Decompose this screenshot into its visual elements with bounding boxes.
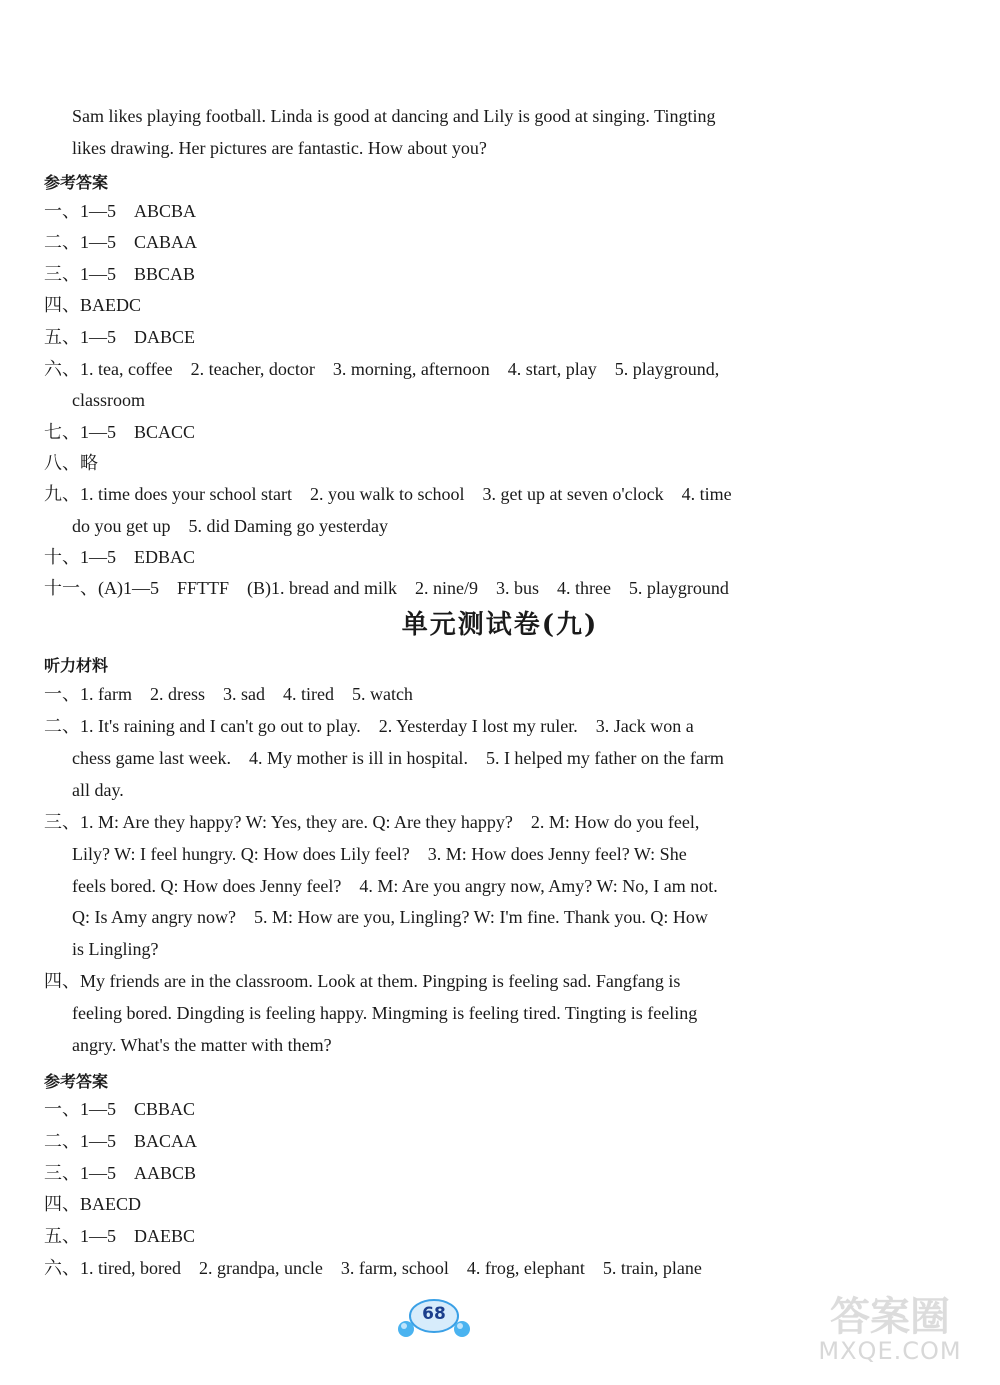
watermark-site: MXQE.COM bbox=[818, 1337, 962, 1365]
page-number: 68 bbox=[422, 1304, 446, 1324]
listening-line: 四、My friends are in the classroom. Look at them. Pingping is feeling sad. Fangfang is bbox=[44, 971, 681, 991]
answer-line: 九、1. time does your school start 2. you walk to school 3. get up at seven o'clock 4. time bbox=[44, 484, 732, 504]
section-title: 单元测试卷(九) bbox=[401, 610, 599, 640]
answer-line: 八、略 bbox=[44, 453, 98, 473]
listening-line: is Lingling? bbox=[72, 939, 159, 959]
listening-line: chess game last week. 4. My mother is ill in hospital. 5. I helped my father on the farm bbox=[72, 748, 724, 768]
answer-line: 五、1—5 DAEBC bbox=[44, 1226, 196, 1246]
watermark-logo bbox=[790, 1285, 990, 1380]
answer-line: 二、1—5 BACAA bbox=[44, 1131, 198, 1151]
listening-line: feels bored. Q: How does Jenny feel? 4. M: Are you angry now, Amy? W: No, I am not. bbox=[72, 876, 718, 896]
watermark-seal: 答案圈 bbox=[830, 1294, 950, 1340]
listening-line: angry. What's the matter with them? bbox=[72, 1035, 332, 1055]
answer-line: 六、1. tea, coffee 2. teacher, doctor 3. morning, afternoon 4. start, play 5. playground, bbox=[44, 359, 720, 379]
listening-heading: 听力材料 bbox=[44, 656, 109, 675]
answer-line: 一、1—5 ABCBA bbox=[44, 201, 197, 221]
answer-line: 三、1—5 AABCB bbox=[44, 1163, 197, 1183]
answer-line: 六、1. tired, bored 2. grandpa, uncle 3. farm, school 4. frog, elephant 5. train, plane bbox=[44, 1258, 702, 1278]
page-number-badge bbox=[396, 1296, 472, 1340]
answers-heading: 参考答案 bbox=[44, 1072, 109, 1091]
listening-line: feeling bored. Dingding is feeling happy. Mingming is feeling tired. Tingting is feeling bbox=[72, 1003, 698, 1023]
answer-line: do you get up 5. did Daming go yesterday bbox=[72, 516, 388, 536]
listening-line: 一、1. farm 2. dress 3. sad 4. tired 5. watch bbox=[44, 684, 413, 704]
answer-line: 三、1—5 BBCAB bbox=[44, 264, 196, 284]
answer-line: 五、1—5 DABCE bbox=[44, 327, 196, 347]
listening-line: 二、1. It's raining and I can't go out to play. 2. Yesterday I lost my ruler. 3. Jack won a bbox=[44, 716, 694, 736]
answer-line: 十、1—5 EDBAC bbox=[44, 547, 196, 567]
answer-line: 十一、(A)1—5 FFTTF (B)1. bread and milk 2. nine/9 3. bus 4. three 5. playground bbox=[44, 578, 729, 598]
answer-line: 一、1—5 CBBAC bbox=[44, 1099, 196, 1119]
answer-line: classroom bbox=[72, 390, 145, 410]
listening-line: all day. bbox=[72, 780, 124, 800]
answer-line: 四、BAECD bbox=[44, 1194, 142, 1214]
answers-heading: 参考答案 bbox=[44, 173, 109, 192]
answer-line: 二、1—5 CABAA bbox=[44, 232, 198, 252]
answer-line: 七、1—5 BCACC bbox=[44, 422, 196, 442]
listening-line: Q: Is Amy angry now? 5. M: How are you, Lingling? W: I'm fine. Thank you. Q: How bbox=[72, 907, 708, 927]
answer-line: 四、BAEDC bbox=[44, 295, 142, 315]
listening-line: 三、1. M: Are they happy? W: Yes, they are. Q: Are they happy? 2. M: How do you feel, bbox=[44, 812, 700, 832]
intro-line-1: Sam likes playing football. Linda is good at dancing and Lily is good at singing. Tingting bbox=[72, 106, 716, 126]
listening-line: Lily? W: I feel hungry. Q: How does Lily feel? 3. M: How does Jenny feel? W: She bbox=[72, 844, 687, 864]
intro-line-2: likes drawing. Her pictures are fantastic. How about you? bbox=[72, 138, 487, 158]
